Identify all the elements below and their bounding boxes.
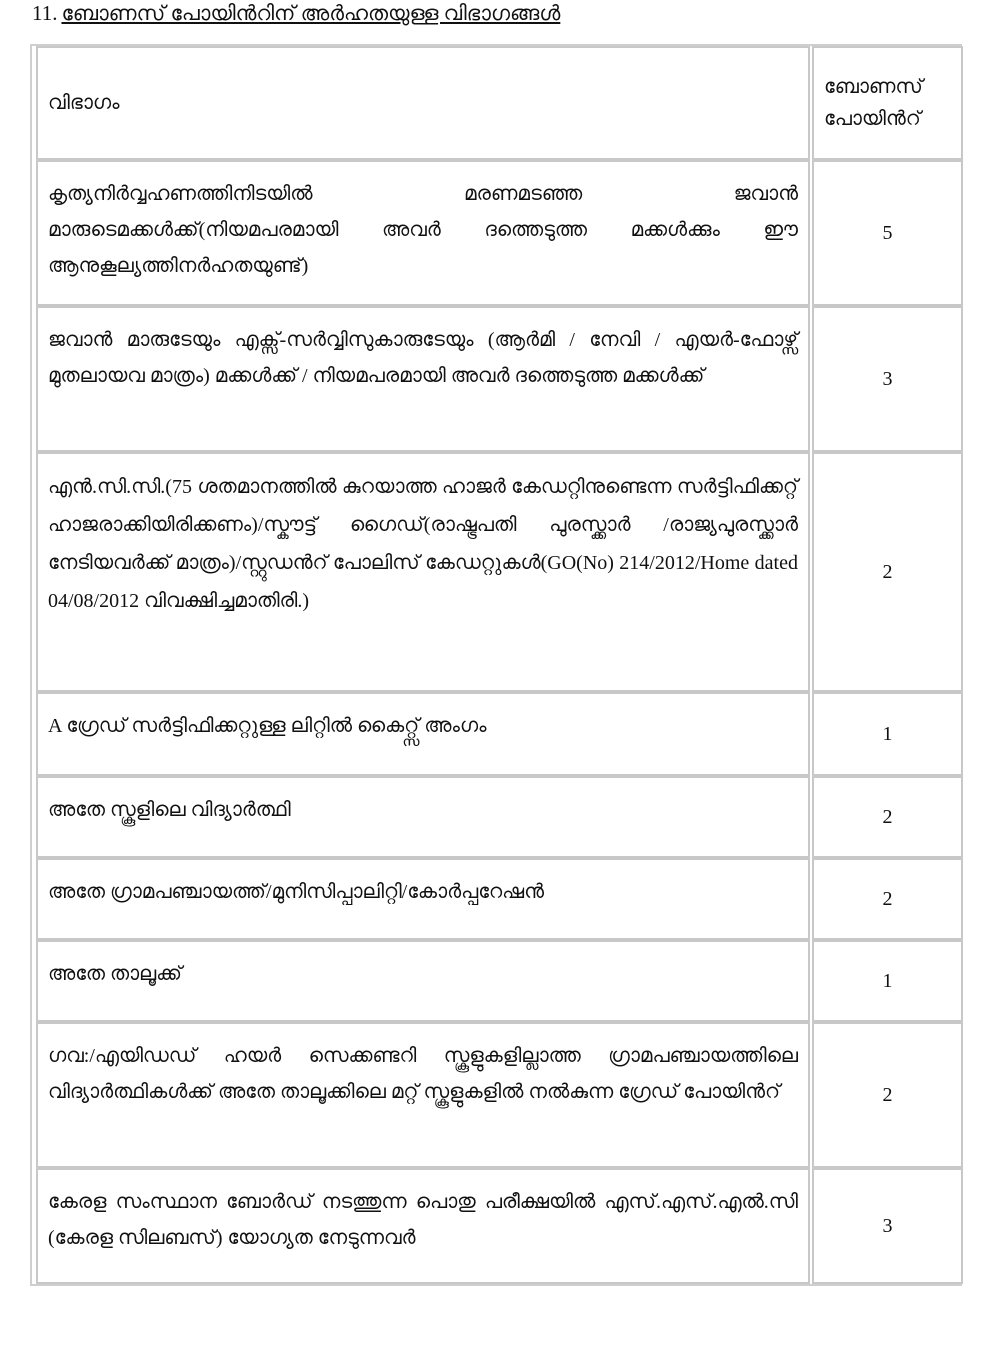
row-category: അതേ സ്കൂളിലെ വിദ്യാർത്ഥി — [36, 776, 810, 858]
row-points: 3 — [812, 306, 963, 452]
table-header-row — [34, 46, 985, 160]
row-points: 2 — [812, 452, 963, 692]
bonus-points-table — [30, 44, 962, 1286]
row-category: അതേ താലൂക്ക് — [36, 940, 810, 1022]
table-row — [34, 306, 985, 452]
section-number: 11. — [32, 1, 58, 25]
row-category: ജവാൻ മാരുടേയും എക്സ്-സർവ്വിസുകാരുടേയും (ആർമി / നേവി / എയർ-ഫോഴ്സ് മുതലായവ മാത്രം) മക്കൾക്ക് / നിയമപരമായി അവർ ദത്തെടുത്ത മക്കൾക്ക് — [36, 306, 810, 452]
table-row — [34, 940, 985, 1022]
table-row — [34, 1022, 985, 1168]
table-row — [34, 776, 985, 858]
section-title: ബോണസ് പോയിൻറിന് അർഹതയുള്ള വിഭാഗങ്ങൾ — [61, 1, 561, 25]
row-points: 1 — [812, 692, 963, 776]
row-category: കൃത്യനിർവ്വഹണത്തിനിടയിൽ മരണമടഞ്ഞ ജവാൻ മാരുടെമക്കൾക്ക്(നിയമപരമായി അവർ ദത്തെടുത്ത മക്കൾക്കും ഈ ആനുകൂല്യത്തിനർഹതയുണ്ട്) — [36, 160, 810, 306]
table-row — [34, 160, 985, 306]
table-row — [34, 1168, 985, 1284]
header-points: ബോണസ് പോയിൻറ് — [812, 46, 963, 160]
row-points: 2 — [812, 858, 963, 940]
row-points: 2 — [812, 1022, 963, 1168]
row-category: കേരള സംസ്ഥാന ബോർഡ് നടത്തുന്ന പൊതു പരീക്ഷയിൽ എസ്.എസ്.എൽ.സി (കേരള സിലബസ്) യോഗ്യത നേടുന്നവർ — [36, 1168, 810, 1284]
row-points: 3 — [812, 1168, 963, 1284]
row-category: ഗവ:/എയിഡഡ് ഹയർ സെക്കണ്ടറി സ്കൂളുകളില്ലാത്ത ഗ്രാമപഞ്ചായത്തിലെ വിദ്യാർത്ഥികൾക്ക് അതേ താലൂക്കിലെ മറ്റ് സ്കൂളുകളിൽ നൽകുന്ന ഗ്രേഡ് പോയിൻറ് — [36, 1022, 810, 1168]
table-row — [34, 692, 985, 776]
row-points: 5 — [812, 160, 963, 306]
row-points: 2 — [812, 776, 963, 858]
row-category: എൻ.സി.സി.(75 ശതമാനത്തിൽ കുറയാത്ത ഹാജർ കേഡറ്റിനുണ്ടെന്ന സർട്ടിഫിക്കറ്റ് ഹാജരാക്കിയിരിക്കണം)/സ്കൗട്ട് ഗൈഡ്(രാഷ്ട്രപതി പുരസ്ക്കാർ /രാജ്യപുരസ്ക്കാർ നേടിയവർക്ക് മാത്രം)/സ്റ്റുഡൻറ് പോലിസ് കേഡറ്റുകൾ(GO(No) 214/2012/Home dated 04/08/2012 വിവക്ഷിച്ചമാതിരി.) — [36, 452, 810, 692]
table-row — [34, 452, 985, 692]
row-points: 1 — [812, 940, 963, 1022]
section-heading — [32, 0, 560, 26]
row-category: A ഗ്രേഡ് സർട്ടിഫിക്കറ്റുള്ള ലിറ്റിൽ കൈറ്റ്സ് അംഗം — [36, 692, 810, 776]
table-row — [34, 858, 985, 940]
header-category: വിഭാഗം — [36, 46, 810, 160]
row-category: അതേ ഗ്രാമപഞ്ചായത്ത്/മുനിസിപ്പാലിറ്റി/കോർപ്പറേഷൻ — [36, 858, 810, 940]
